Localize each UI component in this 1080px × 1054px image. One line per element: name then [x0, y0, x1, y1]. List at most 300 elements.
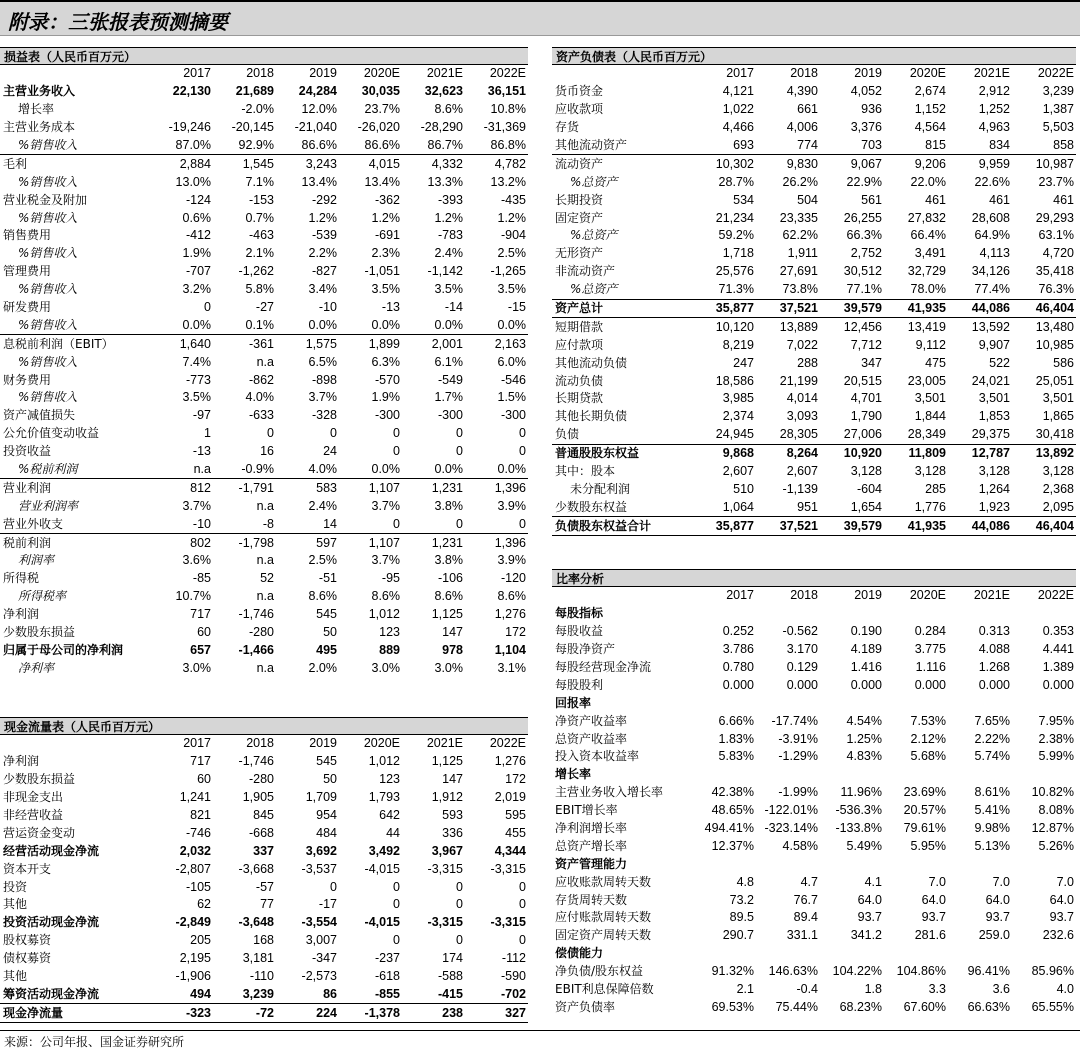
row-value: 4.83%	[846, 749, 882, 764]
row-label: %总资产	[570, 228, 618, 243]
row-value: 1,152	[914, 102, 946, 117]
row-value: 583	[276, 479, 339, 497]
row-label: 其他流动资产	[555, 138, 628, 152]
row-value: 1,396	[465, 534, 528, 552]
row-value: 2,374	[722, 409, 754, 424]
table-row	[0, 552, 528, 570]
table-row	[0, 771, 528, 789]
row-value: n.a	[256, 498, 274, 513]
row-value: 28,349	[907, 427, 946, 442]
row-value: 93.7	[857, 910, 882, 925]
row-value: 64.0	[1049, 892, 1074, 907]
row-value: -0.562	[782, 624, 818, 639]
year-header-row	[0, 735, 528, 753]
row-value: 285	[925, 481, 946, 496]
row-value: 1,125	[431, 754, 463, 769]
row-value: 484	[316, 825, 337, 840]
row-value: 259.0	[978, 928, 1010, 943]
row-value: 3,501	[1042, 391, 1074, 406]
row-value: 224	[276, 1004, 339, 1023]
row-value: 7.4%	[182, 354, 211, 369]
row-label: 普通股股东权益	[552, 444, 692, 462]
row-value: 11.96%	[840, 785, 882, 800]
row-value: 657	[190, 642, 211, 657]
row-value: -300	[437, 408, 463, 423]
row-value: 64.0	[985, 892, 1010, 907]
table-row	[552, 336, 1076, 354]
table-row	[552, 517, 1076, 536]
row-value: 10.7%	[175, 589, 211, 604]
table-row	[552, 245, 1076, 263]
row-value: -393	[437, 192, 463, 207]
row-value: 3.0%	[434, 660, 463, 675]
row-value: 24,021	[971, 373, 1010, 388]
row-value: 3,967	[431, 843, 463, 858]
table-row	[552, 802, 1076, 820]
row-value: 1.2%	[308, 210, 337, 225]
row-value: -0.4	[796, 982, 818, 997]
row-value: -3,554	[301, 915, 337, 930]
row-value: 2.0%	[308, 660, 337, 675]
row-label: 少数股东损益	[3, 772, 76, 787]
row-value: -412	[185, 228, 211, 243]
row-value: 27,691	[779, 264, 818, 279]
year-header: 2018	[790, 66, 818, 81]
row-value: 66.3%	[846, 228, 882, 243]
row-value: 2,032	[179, 843, 211, 858]
row-value: 0.0%	[434, 317, 463, 332]
year-header: 2019	[854, 588, 882, 603]
row-value: 26.2%	[782, 174, 818, 189]
row-value: 4,052	[850, 84, 882, 99]
row-value: 10,120	[715, 319, 754, 334]
year-header: 2022E	[489, 736, 526, 751]
row-value: 1,844	[914, 409, 946, 424]
row-value: 104.86%	[896, 964, 946, 979]
row-value: 2.2%	[308, 246, 337, 261]
row-value: 96.41%	[967, 964, 1010, 979]
row-value: 8.6%	[497, 589, 526, 604]
row-value: 1.268	[978, 660, 1010, 674]
row-value: 0	[519, 516, 526, 531]
row-value: 7.0	[1056, 874, 1074, 889]
row-value: -570	[374, 372, 400, 387]
table-row	[552, 390, 1076, 408]
row-value: 3,501	[914, 391, 946, 406]
row-value: -112	[501, 951, 526, 966]
table-row	[0, 789, 528, 807]
row-value: 3,239	[242, 986, 274, 1001]
row-value: 4,720	[1042, 246, 1074, 261]
row-value: -19,246	[168, 120, 211, 135]
table-row	[552, 784, 1076, 802]
row-value: 93.7	[1049, 910, 1074, 925]
balance-sheet-panel	[552, 47, 1076, 536]
table-row	[552, 712, 1076, 730]
table-row	[0, 173, 528, 191]
row-value: 1,545	[213, 155, 276, 173]
row-value: 2.22%	[974, 731, 1010, 746]
table-row	[0, 534, 528, 552]
row-value: 3.775	[914, 642, 946, 657]
row-value: 86.6%	[301, 138, 337, 152]
row-value: -2,807	[175, 861, 211, 876]
row-value: 9,112	[915, 337, 946, 352]
row-value	[884, 766, 948, 784]
row-value: 0	[393, 879, 400, 894]
row-label: 债权募资	[3, 951, 52, 966]
row-value	[820, 605, 884, 623]
row-value: 12.87%	[1031, 821, 1074, 836]
row-value: 50	[323, 625, 337, 640]
table-row	[552, 426, 1076, 444]
row-value: 0.000	[722, 677, 754, 692]
row-value: 494.41%	[704, 821, 754, 836]
table-row	[0, 119, 528, 137]
row-value: 5.83%	[718, 749, 754, 764]
row-value: 3,007	[305, 933, 337, 948]
row-value: 13,892	[1012, 444, 1076, 462]
row-value: 3,181	[242, 951, 274, 966]
row-value: 13,592	[971, 319, 1010, 334]
row-label: 主营业务收入	[3, 84, 76, 99]
table-row	[0, 588, 528, 606]
row-value: n.a	[256, 354, 274, 369]
row-value	[692, 766, 756, 784]
row-value: 1,923	[978, 499, 1010, 514]
row-value: -1.99%	[778, 785, 818, 800]
row-value: 0.353	[1042, 624, 1074, 639]
row-label: 利润率	[18, 553, 55, 568]
table-row	[552, 101, 1076, 119]
row-value: 25,576	[715, 264, 754, 279]
row-value: 3,692	[305, 843, 337, 858]
row-value: -106	[437, 571, 463, 586]
row-label: %税前利润	[18, 462, 78, 477]
row-value: 4.1	[864, 874, 882, 889]
row-value: -17.74%	[771, 713, 818, 728]
row-value: -702	[500, 986, 526, 1001]
row-value: 2,884	[150, 155, 213, 173]
row-value: 65.55%	[1031, 999, 1074, 1014]
row-value: -31,369	[483, 120, 526, 135]
row-value: -347	[311, 951, 337, 966]
row-value: -3,668	[238, 861, 274, 876]
row-value: 8,264	[756, 444, 820, 462]
row-value: 28,305	[779, 427, 818, 442]
table-row	[552, 694, 1076, 712]
row-value: 23.69%	[903, 785, 946, 800]
row-label: 未分配利润	[570, 481, 631, 496]
row-value: 8.08%	[1038, 803, 1074, 818]
row-value: 21,199	[779, 373, 818, 388]
row-value: 13.2%	[490, 174, 526, 189]
row-label: 非现金支出	[3, 790, 64, 805]
year-header: 2017	[726, 66, 754, 81]
table-row	[552, 173, 1076, 191]
row-value: 232.6	[1042, 928, 1074, 943]
row-value: 281.6	[914, 928, 946, 943]
row-label: 其他	[3, 969, 28, 984]
row-value	[884, 694, 948, 712]
row-value: 3,491	[914, 246, 946, 261]
row-value: 42.38%	[711, 785, 754, 800]
row-value	[884, 855, 948, 873]
table-row	[0, 497, 528, 515]
row-value: 0	[393, 897, 400, 912]
row-value: 0.0%	[497, 317, 526, 332]
row-label: 经营活动现金净流	[3, 843, 100, 858]
row-label: 无形资产	[555, 246, 604, 261]
row-value: 27,832	[907, 210, 946, 225]
row-label: 应收账款周转天数	[555, 874, 652, 889]
year-header-row	[0, 65, 528, 83]
row-label: 偿债能力	[555, 946, 604, 961]
row-value: 89.4	[793, 910, 818, 925]
row-value: 1,853	[978, 409, 1010, 424]
row-value: 7.0	[992, 874, 1010, 889]
row-value: 5.8%	[245, 282, 274, 297]
row-label: 每股经营现金净流	[555, 660, 652, 674]
income-statement-table	[0, 65, 528, 677]
row-value: 13,419	[907, 319, 946, 334]
table-row	[552, 463, 1076, 481]
row-value: 32,623	[424, 84, 463, 99]
row-value: 60	[197, 772, 211, 787]
row-value: 703	[861, 138, 882, 152]
year-header: 2019	[854, 66, 882, 81]
row-value: 1,022	[722, 102, 754, 117]
row-label: 投资活动现金净流	[3, 915, 100, 930]
row-value: -3.91%	[778, 731, 818, 746]
row-value	[692, 855, 756, 873]
row-value: 9,868	[692, 444, 756, 462]
row-value	[948, 855, 1012, 873]
row-value: 23,005	[907, 373, 946, 388]
row-value: -3,537	[301, 861, 337, 876]
table-row	[0, 570, 528, 588]
year-header: 2021E	[973, 588, 1010, 603]
row-label: EBIT利息保障倍数	[555, 982, 654, 997]
row-label: %销售收入	[18, 317, 78, 332]
row-value: 18,586	[715, 373, 754, 388]
row-value: 0	[393, 933, 400, 948]
row-value: 5.26%	[1038, 838, 1074, 853]
row-value: 510	[733, 481, 754, 496]
row-value: 0.000	[978, 677, 1010, 692]
table-row	[552, 998, 1076, 1016]
row-value: -13	[192, 444, 211, 459]
row-value: 13.0%	[175, 174, 211, 189]
row-label: 短期借款	[555, 319, 604, 334]
row-value: 63.1%	[1038, 228, 1074, 243]
row-value: -1,139	[782, 481, 818, 496]
row-label: 每股股利	[555, 677, 604, 692]
row-value: 8.6%	[434, 589, 463, 604]
year-header: 2017	[183, 66, 211, 81]
row-value: 21,689	[235, 84, 274, 99]
row-value: -237	[374, 951, 400, 966]
row-value: 12,787	[948, 444, 1012, 462]
table-row	[0, 227, 528, 245]
row-value: 0.0%	[497, 462, 526, 477]
row-value: -85	[192, 571, 211, 586]
row-value: 936	[861, 102, 882, 117]
row-value: 30,035	[361, 84, 400, 99]
row-value: 48.65%	[711, 803, 754, 818]
row-value: -3,315	[427, 915, 463, 930]
year-header: 2022E	[1037, 66, 1074, 81]
table-row	[552, 83, 1076, 101]
row-value: 331.1	[786, 928, 818, 943]
row-value: 0.1%	[245, 317, 274, 332]
row-value: -773	[185, 372, 211, 387]
row-value: 10,985	[1035, 337, 1074, 352]
row-value: 2,912	[978, 84, 1010, 99]
row-value: 0.0%	[182, 317, 211, 332]
row-value: 3.0%	[182, 660, 211, 675]
row-value: -1,051	[364, 264, 400, 279]
table-row	[552, 299, 1076, 318]
row-value: 6.66%	[718, 713, 754, 728]
table-row	[552, 263, 1076, 281]
row-value: -536.3%	[835, 803, 882, 818]
table-row	[552, 855, 1076, 873]
ratio-analysis-table	[552, 587, 1076, 1016]
row-value: 0.000	[786, 677, 818, 692]
row-value: -97	[192, 408, 211, 423]
row-value: 4,006	[786, 120, 818, 135]
row-value: 77	[260, 897, 274, 912]
row-value: 3,128	[850, 464, 882, 479]
header-blank	[552, 65, 692, 83]
year-header: 2021E	[973, 66, 1010, 81]
table-row	[552, 945, 1076, 963]
row-value	[884, 605, 948, 623]
row-value: 3,243	[276, 155, 339, 173]
row-value: 1.83%	[718, 731, 754, 746]
row-value: 3,239	[1042, 84, 1074, 99]
row-value: 5.49%	[846, 838, 882, 853]
row-value: 9,907	[978, 337, 1010, 352]
row-value: 2,368	[1042, 481, 1074, 496]
table-row	[0, 101, 528, 119]
row-value: 0	[393, 426, 400, 441]
row-value: 0	[456, 879, 463, 894]
row-value: 586	[1053, 355, 1074, 370]
table-row	[0, 389, 528, 407]
row-value: 4.088	[978, 642, 1010, 657]
row-label: 销售费用	[3, 228, 52, 243]
year-header: 2018	[246, 736, 274, 751]
row-value: -362	[374, 192, 400, 207]
row-value: 62.2%	[782, 228, 818, 243]
table-row	[0, 407, 528, 425]
row-label: 流动负债	[555, 373, 604, 388]
table-row	[0, 371, 528, 389]
row-value: 290.7	[722, 928, 754, 943]
row-label: %总资产	[570, 282, 618, 297]
row-value: 28,608	[971, 210, 1010, 225]
row-value: -15	[507, 300, 526, 315]
row-value: 64.9%	[974, 228, 1010, 243]
row-value: 1,387	[1042, 102, 1074, 117]
row-value: 24,284	[298, 84, 337, 99]
table-row	[0, 515, 528, 533]
row-value: 3.170	[786, 642, 818, 657]
row-value: 802	[150, 534, 213, 552]
row-value: 76.7	[793, 892, 818, 907]
row-value: n.a	[193, 462, 211, 477]
row-value: 0.284	[914, 624, 946, 639]
row-value	[948, 605, 1012, 623]
row-value: -13	[381, 300, 400, 315]
table-row	[552, 820, 1076, 838]
row-value: -4,015	[364, 861, 400, 876]
row-label: 投入资本收益率	[555, 749, 640, 764]
table-row	[552, 227, 1076, 245]
income-statement-panel	[0, 47, 528, 677]
row-label: 营业税金及附加	[3, 192, 88, 207]
row-value: 8,219	[722, 337, 754, 352]
row-value: 2.38%	[1038, 731, 1074, 746]
row-value: -14	[444, 300, 463, 315]
page-title-bar	[0, 0, 1080, 36]
row-value: -0.9%	[241, 462, 274, 477]
row-value: 24	[323, 444, 337, 459]
row-value: 0.0%	[371, 317, 400, 332]
table-row	[0, 753, 528, 771]
table-row	[0, 950, 528, 968]
row-value: -3,315	[427, 861, 463, 876]
row-value: -1,906	[175, 969, 211, 984]
row-value: 4,344	[494, 843, 526, 858]
row-value: 9.98%	[974, 821, 1010, 836]
row-value: 1,718	[722, 246, 754, 261]
row-value: 2,095	[1042, 499, 1074, 514]
row-value: 495	[316, 642, 337, 657]
row-value: 68.23%	[839, 999, 882, 1014]
balance-sheet-table	[552, 65, 1076, 536]
row-label: 归属于母公司的净利润	[3, 642, 124, 657]
row-value: -1,262	[238, 264, 274, 279]
row-label: 资产管理能力	[555, 856, 628, 871]
row-value: 172	[505, 625, 526, 640]
table-row	[0, 245, 528, 263]
row-value: 35,877	[692, 517, 756, 536]
row-value: -122.01%	[764, 803, 818, 818]
row-value: 0.0%	[371, 462, 400, 477]
table-row	[0, 968, 528, 986]
row-value: 86	[323, 986, 337, 1001]
row-label: 增长率	[555, 767, 592, 782]
row-value: 2.4%	[308, 498, 337, 513]
row-value: -328	[311, 408, 337, 423]
row-value: 7.1%	[245, 174, 274, 189]
row-value: 951	[797, 499, 818, 514]
table-row	[552, 318, 1076, 336]
row-value: 1,912	[431, 790, 463, 805]
row-value: -51	[318, 571, 337, 586]
row-value: 1,231	[402, 534, 465, 552]
row-value: -72	[213, 1004, 276, 1023]
row-value: 341.2	[850, 928, 882, 943]
row-value: 1.116	[915, 660, 946, 674]
row-value: -415	[437, 986, 463, 1001]
row-value: 0	[519, 933, 526, 948]
row-value: -862	[248, 372, 274, 387]
row-value: 597	[276, 534, 339, 552]
